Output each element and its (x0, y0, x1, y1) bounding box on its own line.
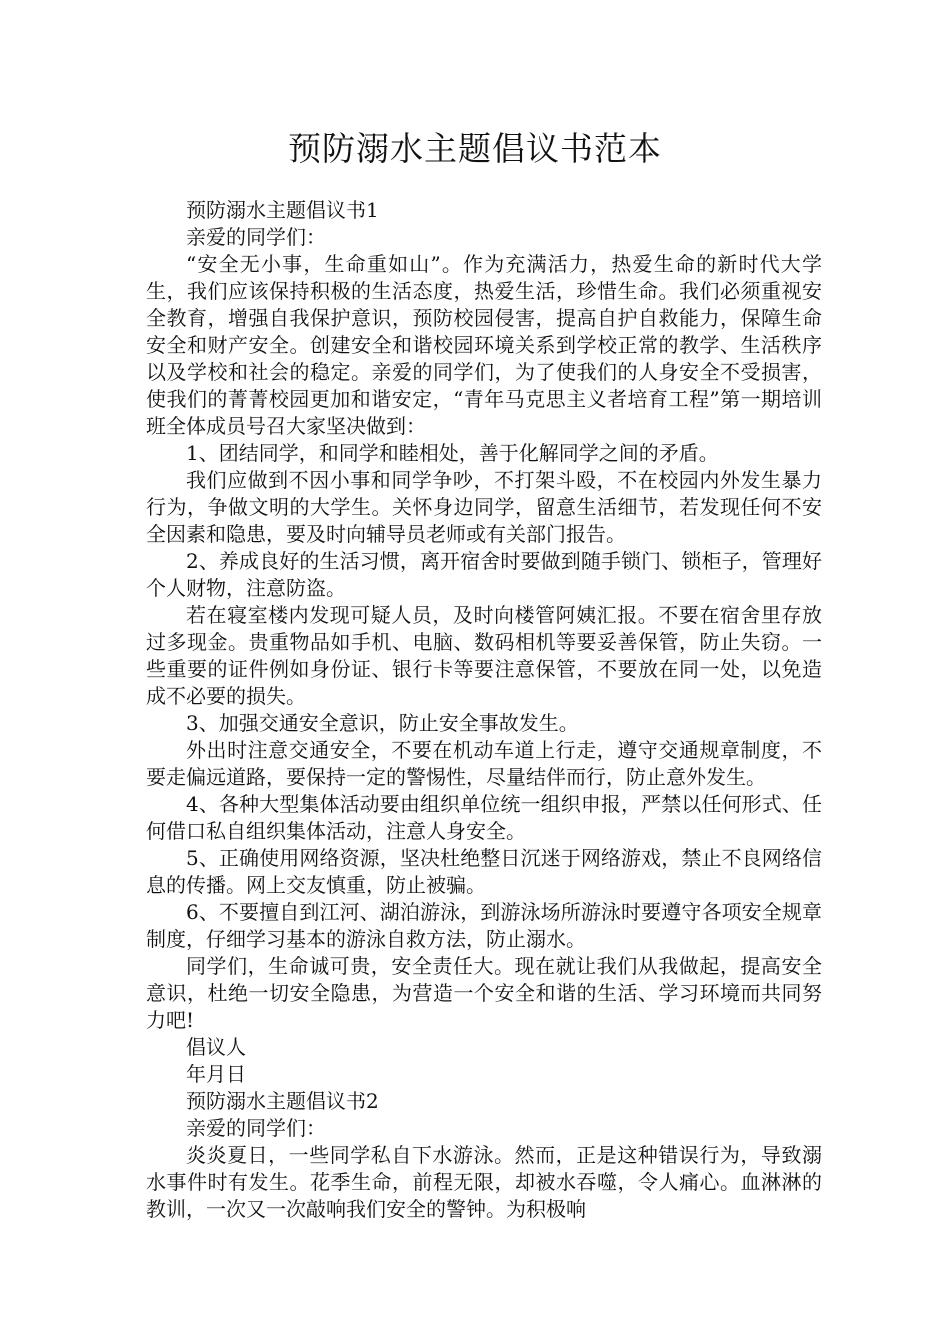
section-heading-2: 预防溺水主题倡议书2 (186, 1089, 379, 1113)
document-body (146, 197, 822, 1223)
item-2-detail: 若在寝室楼内发现可疑人员，及时向楼管阿姨汇报。不要在宿舍里存放过多现金。贵重物品如手机、电脑、数码相机等要妥善保管，防止失窃。一些重要的证件例如身份证、银行卡等要注意保管，不要放在同一处，以免造成不必要的损失。 (146, 603, 822, 708)
section-heading-1: 预防溺水主题倡议书1 (186, 198, 379, 222)
item-1-heading: 1、团结同学，和同学和睦相处，善于化解同学之间的矛盾。 (186, 441, 719, 465)
paragraph-closing: 同学们，生命诚可贵，安全责任大。现在就让我们从我做起，提高安全意识，杜绝一切安全隐患，为营造一个安全和谐的生活、学习环境而共同努力吧! (146, 954, 822, 1032)
item-1-detail: 我们应做到不因小事和同学争吵，不打架斗殴，不在校园内外发生暴力行为，争做文明的大学生。关怀身边同学，留意生活细节，若发现任何不安全因素和隐患，要及时向辅导员老师或有关部门报告。 (146, 468, 822, 546)
document-title: 预防溺水主题倡议书范本 (288, 129, 662, 168)
item-3-detail: 外出时注意交通安全，不要在机动车道上行走，遵守交通规章制度，不要走偏远道路，要保持一定的警惕性，尽量结伴而行，防止意外发生。 (146, 738, 822, 789)
item-6: 6、不要擅自到江河、湖泊游泳，到游泳场所游泳时要遵守各项安全规章制度，仔细学习基本的游泳自救方法，防止溺水。 (146, 900, 822, 951)
item-3-heading: 3、加强交通安全意识，防止安全事故发生。 (186, 711, 579, 735)
item-4: 4、各种大型集体活动要由组织单位统一组织申报，严禁以任何形式、任何借口私自组织集体活动，注意人身安全。 (146, 792, 822, 843)
paragraph-summer: 炎炎夏日，一些同学私自下水游泳。然而，正是这种错误行为，导致溺水事件时有发生。花季生命，前程无限，却被水吞噬，令人痛心。血淋淋的教训，一次又一次敲响我们安全的警钟。为积极响 (146, 1143, 822, 1221)
item-2-heading: 2、养成良好的生活习惯，离开宿舍时要做到随手锁门、锁柜子，管理好个人财物，注意防盗。 (146, 549, 822, 600)
signature-proposer: 倡议人 (186, 1035, 246, 1059)
salutation-2: 亲爱的同学们： (186, 1116, 326, 1140)
signature-date: 年月日 (186, 1062, 246, 1086)
paragraph-intro: “安全无小事，生命重如山”。作为充满活力，热爱生命的新时代大学生，我们应该保持积极的生活态度，热爱生活，珍惜生命。我们必须重视安全教育，增强自我保护意识，预防校园侵害，提高自护自救能力，保障生命安全和财产安全。创建安全和谐校园环境关系到学校正常的教学、生活秩序以及学校和社会的稳定。亲爱的同学们，为了使我们的人身安全不受损害，使我们的菁菁校园更加和谐安定，“青年马克思主义者培育工程”第一期培训班全体成员号召大家坚决做到： (146, 252, 822, 438)
salutation-1: 亲爱的同学们： (186, 225, 326, 249)
item-5: 5、正确使用网络资源，坚决杜绝整日沉迷于网络游戏，禁止不良网络信息的传播。网上交友慎重，防止被骗。 (146, 846, 822, 897)
